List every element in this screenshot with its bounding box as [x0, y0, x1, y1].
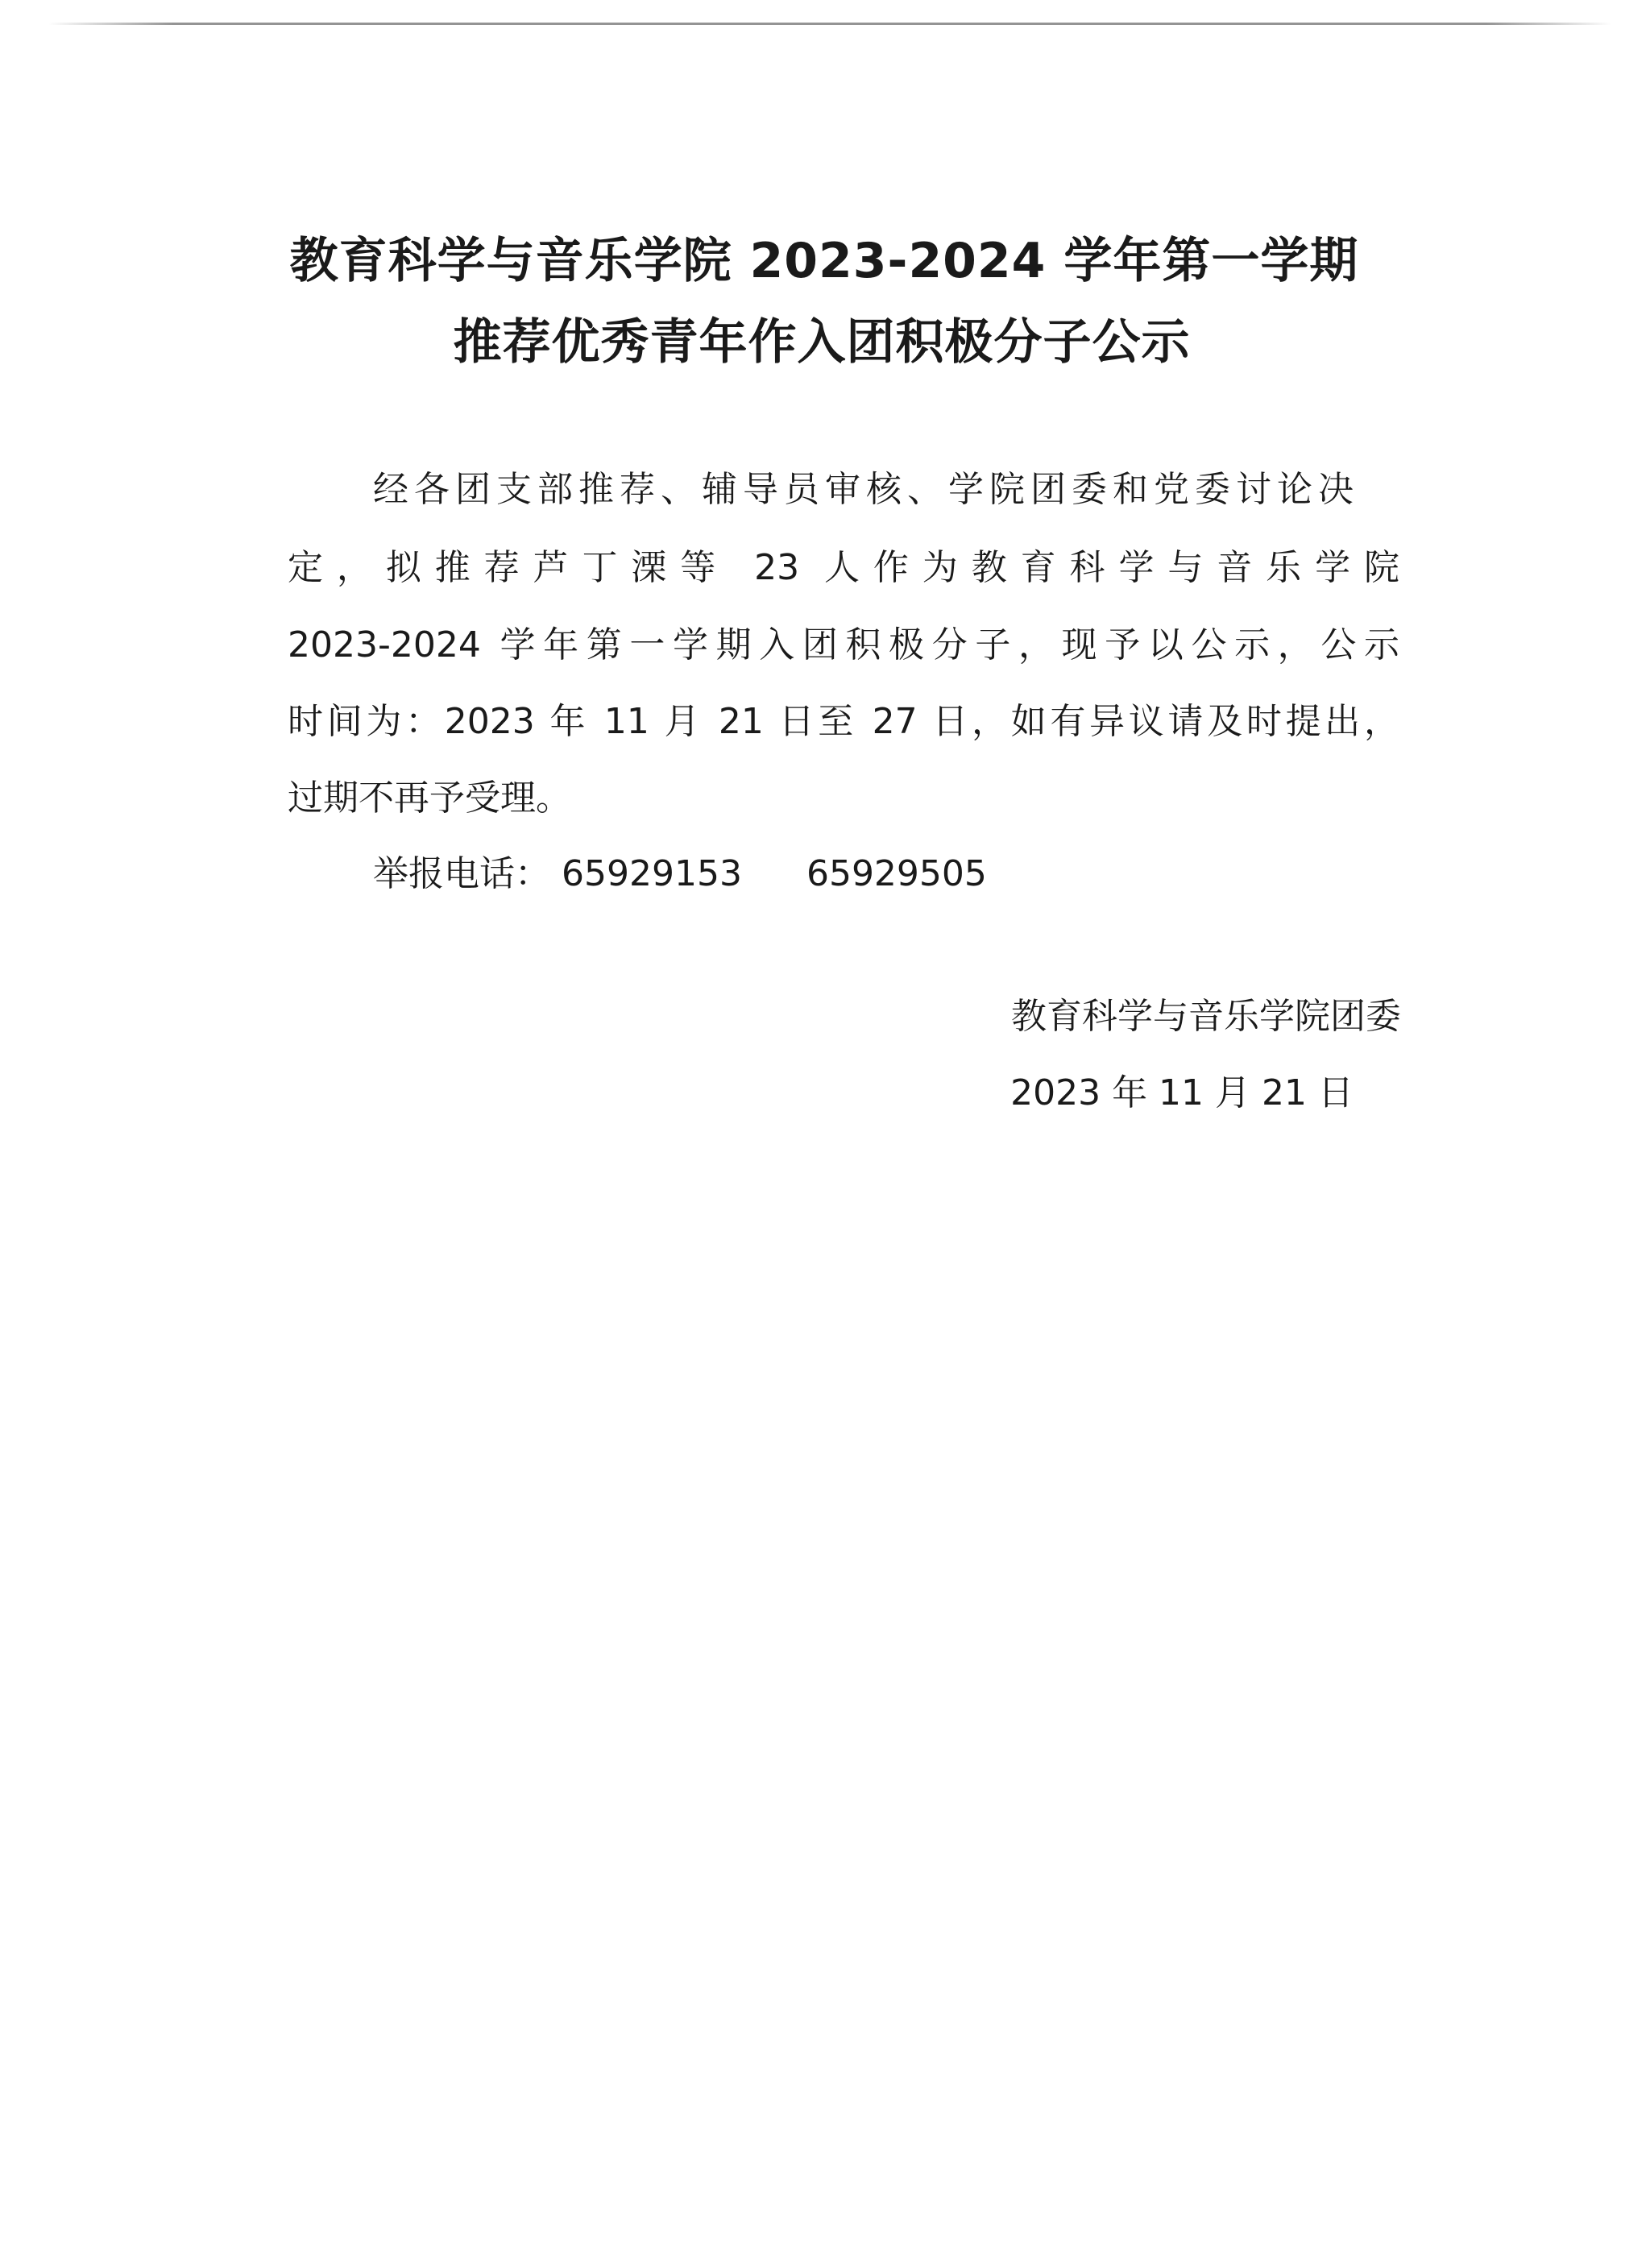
- scan-top-edge: [48, 23, 1611, 25]
- body-line-3: 2023-2024 学年第一学期入团积极分子，现予以公示，公示: [288, 624, 1399, 665]
- body-line-5: 过期不再予受理。: [288, 777, 571, 819]
- signature-date: 2023 年 11 月 21 日: [1010, 1072, 1354, 1113]
- report-phone-1: 65929153: [562, 853, 742, 894]
- report-phone-line: [373, 853, 987, 894]
- body-line-1: 经各团支部推荐、辅导员审核、学院团委和党委讨论决: [373, 469, 1359, 510]
- document-title-line-1: 教育科学与音乐学院 2023-2024 学年第一学期: [289, 233, 1359, 289]
- report-phone-2: 65929505: [806, 853, 987, 894]
- body-line-2: 定，拟推荐芦丁溧等 23 人作为教育科学与音乐学院: [288, 547, 1399, 588]
- signature-organization: 教育科学与音乐学院团委: [1011, 996, 1401, 1037]
- body-line-4: 时间为：2023 年 11 月 21 日至 27 日，如有异议请及时提出，: [288, 701, 1400, 742]
- report-phone-label: 举报电话：: [373, 853, 550, 894]
- document-title-line-2: 推荐优秀青年作入团积极分子公示: [453, 314, 1191, 371]
